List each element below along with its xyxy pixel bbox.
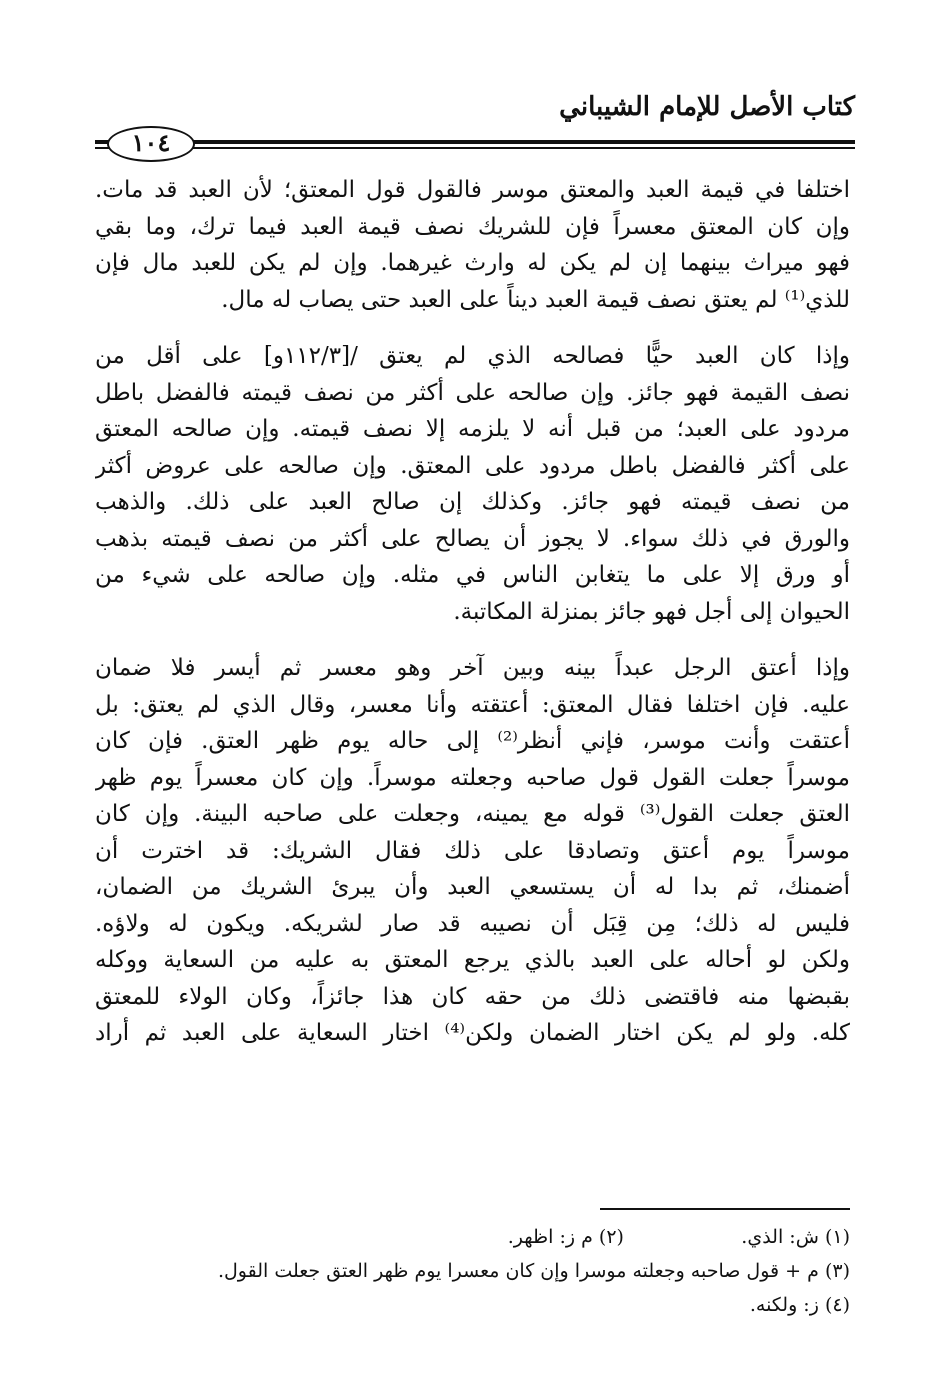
text-line: بقبضها منه فاقتضى ذلك من حقه كان هذا جائزاً، وكان الولاء للمعتق (95, 983, 850, 1010)
footnote-text: م + قول صاحبه وجعلته موسرا وإن كان معسرا يوم ظهر العتق جعلت القول. (217, 1260, 819, 1282)
text-line: ولكن لو أحاله على العبد بالذي يرجع المعتق به عليه من السعاية ووكله (95, 947, 850, 973)
footnote-row (95, 1220, 850, 1254)
text-line: اختلفا في قيمة العبد والمعتق موسر فالقول قول المعتق؛ لأن العبد قد مات. (95, 177, 850, 203)
footnote-text: م ز: اظهر. (507, 1226, 593, 1248)
text-line: أو ورق إلا على ما يتغابن الناس في مثله. وإن صالحه على شيء من (95, 562, 850, 588)
footnote-4 (95, 1288, 850, 1322)
page-header (95, 92, 855, 162)
footnote-number: (٢) (598, 1226, 624, 1248)
footnote-1 (630, 1220, 850, 1254)
main-text (95, 172, 850, 1052)
text-line: العتق جعلت القول⁽³⁾ قوله مع يمينه، وجعلت على صاحبه البينة. وإن كان (95, 801, 850, 827)
text-line: الحيوان إلى أجل فهو جائز بمنزلة المكاتبة. (453, 598, 850, 625)
page-number: ١٠٤ (107, 126, 195, 162)
text-line: كله. ولو لم يكن اختار الضمان ولكن⁽⁴⁾ اختار السعاية على العبد ثم أراد (95, 1020, 850, 1046)
paragraph-gap (95, 630, 850, 650)
paragraph-1 (95, 172, 850, 318)
paragraph-gap (95, 318, 850, 338)
footnotes (95, 1220, 850, 1322)
footnote-text: ز: ولكنه. (749, 1294, 819, 1316)
text-line: أضمنك، ثم بدا له أن يستسعي العبد وأن يبرئ الشريك من الضمان، (95, 874, 850, 900)
text-line: فهو ميراث بينهما إن لم يكن له وارث غيرهما. وإن لم يكن للعبد مال فإن (95, 250, 850, 276)
text-line: وإذا كان العبد حيًّا فصالحه الذي لم يعتق /[١١٢/٣و] على أقل من (95, 343, 850, 369)
paragraph-3 (95, 650, 850, 1052)
text-line: عليه. فإن اختلفا فقال المعتق: أعتقته وأنا معسر، وقال الذي لم يعتق: بل (95, 691, 850, 718)
text-line: نصف القيمة فهو جائز. وإن صالحه على أكثر من نصف قيمته فالفضل باطل (95, 379, 850, 406)
header-rule-thick (95, 140, 855, 144)
header-rule-thin (95, 147, 855, 149)
footnote-number: (١) (824, 1226, 850, 1248)
text-line: مردود على العبد؛ من قبل أنه لا يلزمه إلا نصف قيمته. وإن صالحه المعتق (95, 416, 850, 442)
footnote-number: (٣) (824, 1260, 850, 1282)
footnote-separator (600, 1208, 850, 1210)
text-line: موسراً جعلت القول قول صاحبه وجعلته موسراً. وإن كان معسراً يوم ظهر (95, 764, 850, 791)
book-title: كتاب الأصل للإمام الشيباني (559, 92, 855, 122)
footnote-number: (٤) (824, 1294, 850, 1316)
text-line: من نصف قيمته فهو جائز. وكذلك إن صالح العبد على ذلك. والذهب (95, 489, 850, 515)
footnote-text: ش: الذي. (741, 1226, 819, 1248)
text-line: وإذا أعتق الرجل عبداً بينه وبين آخر وهو معسر ثم أيسر فلا ضمان (95, 655, 850, 681)
text-line: فليس له ذلك؛ مِن قِبَل أن نصيبه قد صار لشريكه. ويكون له ولاؤه. (95, 910, 850, 937)
text-line: موسراً يوم أعتق وتصادقا على ذلك فقال الشريك: قد اخترت أن (95, 837, 850, 864)
footnote-2 (508, 1226, 624, 1248)
paragraph-2 (95, 338, 850, 630)
text-line: على أكثر فالفضل باطل مردود على المعتق. وإن صالحه على عروض أكثر (95, 452, 850, 479)
footnote-3 (95, 1254, 850, 1288)
text-line: أعتقت وأنت موسر، فإني أنظر⁽²⁾ إلى حاله يوم ظهر العتق. فإن كان (95, 728, 850, 754)
text-line: وإن كان المعتق معسراً فإن للشريك نصف قيمة العبد فيما ترك، وما بقي (95, 213, 850, 240)
text-line: للذي⁽¹⁾ لم يعتق نصف قيمة العبد ديناً على العبد حتى يصاب له مال. (221, 286, 850, 313)
text-line: والورق في ذلك سواء. لا يجوز أن يصالح على أكثر من نصف قيمته بذهب (95, 525, 850, 552)
